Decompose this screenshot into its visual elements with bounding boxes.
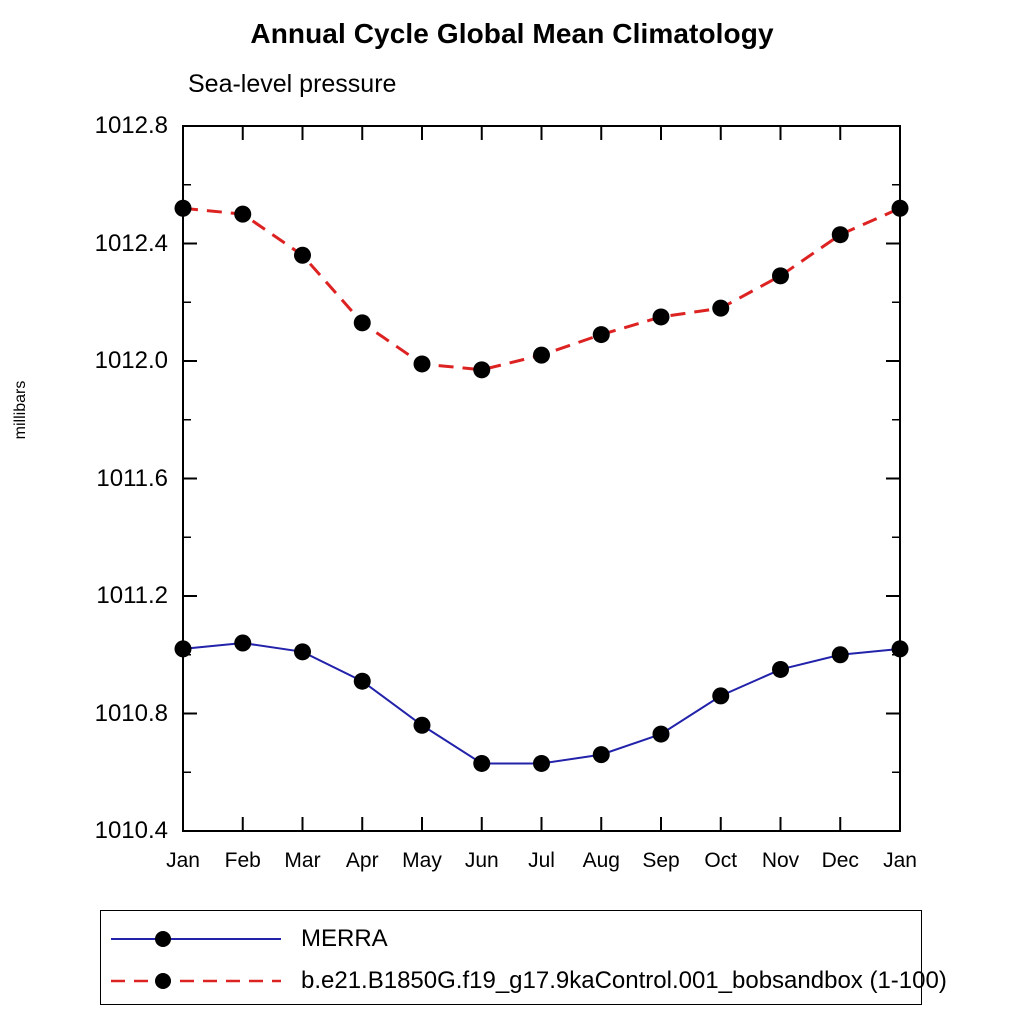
x-tick-label: Feb (224, 849, 261, 872)
legend-item-1 (101, 959, 947, 1003)
data-point (175, 640, 192, 657)
y-tick-label: 1011.6 (96, 464, 168, 492)
chart-subtitle: Sea-level pressure (188, 70, 397, 98)
legend (100, 910, 947, 1005)
data-point (473, 361, 490, 378)
data-point (234, 635, 251, 652)
y-tick-label: 1010.4 (94, 817, 168, 844)
data-point (892, 640, 909, 657)
x-tick-label: Mar (284, 849, 321, 872)
data-point (593, 746, 610, 763)
data-point (354, 314, 371, 331)
x-tick-label: Jan (166, 849, 200, 872)
data-point (772, 661, 789, 678)
x-tick-label: Nov (761, 849, 800, 872)
data-point (473, 755, 490, 772)
legend-swatch-0 (101, 917, 291, 961)
x-tick-label: Oct (704, 849, 738, 872)
x-tick-label: May (402, 849, 442, 872)
data-point (653, 726, 670, 743)
data-point (294, 643, 311, 660)
data-point (593, 326, 610, 343)
legend-swatch-1 (101, 959, 291, 1003)
legend-item-0 (101, 917, 921, 961)
data-point (414, 355, 431, 372)
data-point (354, 673, 371, 690)
legend-label-1: b.e21.B1850G.f19_g17.9kaControl.001_bobsandbox (1-100) (301, 967, 947, 994)
x-tick-label: Jul (528, 849, 555, 872)
x-tick-label: Aug (582, 849, 620, 872)
data-point (533, 755, 550, 772)
y-axis-label: millibars (12, 380, 29, 440)
data-point (653, 308, 670, 325)
x-tick-label: Apr (345, 849, 379, 872)
data-point (832, 646, 849, 663)
data-point (712, 300, 729, 317)
data-point (712, 687, 729, 704)
x-tick-label: Sep (642, 849, 680, 872)
y-tick-label: 1012.0 (94, 347, 168, 374)
y-tick-label: 1012.4 (94, 229, 168, 257)
legend-label-0: MERRA (301, 925, 388, 952)
chart-title: Annual Cycle Global Mean Climatology (250, 18, 774, 49)
data-point (832, 226, 849, 243)
y-tick-label: 1010.8 (94, 699, 168, 727)
axis-frame (183, 126, 900, 831)
data-point (414, 717, 431, 734)
data-point (234, 206, 251, 223)
data-point (892, 200, 909, 217)
x-tick-label: Jan (883, 849, 917, 872)
series-line-0 (183, 643, 900, 763)
y-tick-label: 1012.8 (94, 112, 168, 139)
series-line-1 (183, 208, 900, 370)
x-tick-label: Dec (821, 849, 859, 872)
x-tick-label: Jun (464, 849, 499, 872)
data-point (294, 247, 311, 264)
y-tick-label: 1011.2 (96, 582, 168, 609)
data-point (772, 267, 789, 284)
data-point (533, 347, 550, 364)
data-point (175, 200, 192, 217)
